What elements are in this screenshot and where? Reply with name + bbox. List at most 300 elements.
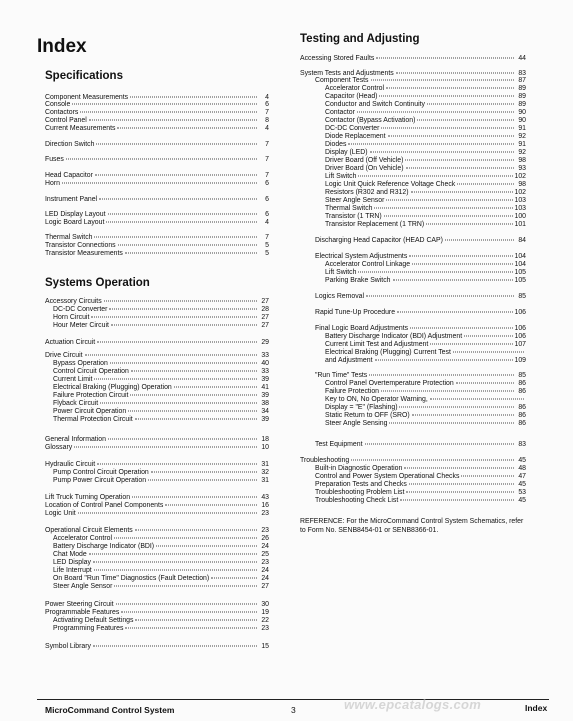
dot-leader <box>135 419 257 420</box>
section-title-testing-and-adjusting: Testing and Adjusting <box>300 33 420 45</box>
toc-entry-static-return-to-off-sro[interactable] <box>325 412 526 420</box>
toc-entry-bypass-operation[interactable] <box>53 360 269 368</box>
toc-entry-pump-control-circuit-operation[interactable] <box>53 469 269 477</box>
toc-entry-page: 33 <box>261 352 269 359</box>
toc-entry-capacitor-head[interactable] <box>325 93 526 101</box>
toc-entry-diodes[interactable] <box>325 141 526 149</box>
toc-entry-lift-switch[interactable] <box>325 173 526 181</box>
toc-entry-page: 90 <box>518 117 526 124</box>
toc-entry-programmable-features[interactable] <box>45 609 269 617</box>
toc-entry-label: Test Equipment <box>315 441 363 448</box>
dot-leader <box>89 120 257 121</box>
toc-entry-label: Troubleshooting Check List <box>315 497 399 504</box>
toc-entry-failure-protection[interactable] <box>325 388 526 396</box>
toc-entry-page: 39 <box>261 392 269 399</box>
toc-entry-glossary[interactable] <box>45 444 269 452</box>
toc-entry-accelerator-control-linkage[interactable] <box>325 261 526 269</box>
toc-entry-label: Logics Removal <box>315 293 365 300</box>
dot-leader <box>409 256 512 257</box>
toc-entry-driver-board-off-vehicle[interactable] <box>325 157 526 165</box>
toc-entry-programming-features[interactable] <box>53 625 269 633</box>
dot-leader <box>370 152 514 153</box>
toc-entry-transistor-replacement-1-trn[interactable] <box>325 221 526 229</box>
toc-entry-page: 48 <box>518 465 526 472</box>
toc-entry-key-to-on-no-operator-warning[interactable] <box>325 396 526 404</box>
toc-entry-chat-mode[interactable] <box>53 551 269 559</box>
toc-entry-label: Instrument Panel <box>45 196 98 203</box>
toc-entry-label: Diodes <box>325 141 347 148</box>
toc-entry-contactor-bypass-activation[interactable] <box>325 117 526 125</box>
toc-entry-page: 98 <box>518 157 526 164</box>
dot-leader <box>125 628 257 629</box>
toc-entry-page: 106 <box>514 309 526 316</box>
toc-entry-page: 104 <box>514 253 526 260</box>
dot-leader <box>131 371 257 372</box>
toc-entry-instrument-panel[interactable] <box>45 196 269 204</box>
toc-entry-battery-discharge-indicator-bdi-adjustment[interactable] <box>325 333 526 341</box>
toc-entry-label: Accelerator Control <box>325 85 384 92</box>
toc-entry-label: Current Limit Test and Adjustment <box>325 341 429 348</box>
toc-entry-label: Thermal Switch <box>45 234 93 241</box>
toc-entry-label: Key to ON, No Operator Warning, <box>325 396 428 403</box>
toc-entry-page: 91 <box>518 141 526 148</box>
toc-entry-final-logic-board-adjustments[interactable] <box>315 325 526 333</box>
toc-entry-activating-default-settings[interactable] <box>53 617 269 625</box>
toc-entry-discharging-head-capacitor-head-cap[interactable] <box>315 237 526 245</box>
toc-entry-power-steering-circuit[interactable] <box>45 601 269 609</box>
toc-entry-label: Electrical Braking (Plugging) Operation <box>53 384 172 391</box>
dot-leader <box>78 513 257 514</box>
toc-entry-operational-circuit-elements[interactable] <box>45 527 269 535</box>
toc-entry-label: Battery Discharge Indicator (BDI) Adjustment <box>325 333 463 340</box>
toc-entry-page: 105 <box>514 277 526 284</box>
dot-leader <box>130 97 257 98</box>
toc-entry-page: 24 <box>261 543 269 550</box>
toc-entry-conductor-and-switch-continuity[interactable] <box>325 101 526 109</box>
toc-entry-horn[interactable] <box>45 180 269 188</box>
toc-entry-logics-removal[interactable] <box>315 293 526 301</box>
toc-entry-label: Control Circuit Operation <box>53 368 129 375</box>
toc-entry-page: 7 <box>265 172 269 179</box>
toc-entry-label: Contactor <box>325 109 355 116</box>
toc-entry-dc-dc-converter[interactable] <box>325 125 526 133</box>
toc-entry-label: Logic Board Layout <box>45 219 105 226</box>
dot-leader <box>117 128 257 129</box>
dot-leader <box>95 175 257 176</box>
toc-entry-page: 41 <box>261 384 269 391</box>
toc-entry-contactors[interactable] <box>45 109 269 117</box>
toc-entry-label: LED Display Layout <box>45 211 106 218</box>
dot-leader <box>381 391 514 392</box>
toc-entry-label: Preparation Tests and Checks <box>315 481 407 488</box>
toc-entry-page: 6 <box>265 101 269 108</box>
toc-entry-control-circuit-operation[interactable] <box>53 368 269 376</box>
dot-leader <box>389 423 514 424</box>
toc-entry-page: 7 <box>265 141 269 148</box>
dot-leader <box>110 363 257 364</box>
toc-entry-page: 8 <box>265 117 269 124</box>
toc-entry-label: Control Panel <box>45 117 87 124</box>
dot-leader <box>405 160 514 161</box>
toc-entry-label: Actuation Circuit <box>45 339 96 346</box>
toc-entry-page: 30 <box>261 601 269 608</box>
toc-entry-troubleshooting[interactable] <box>300 457 526 465</box>
toc-entry-lift-truck-turning-operation[interactable] <box>45 494 269 502</box>
dot-leader <box>132 497 257 498</box>
toc-entry-label: DC-DC Converter <box>325 125 380 132</box>
dot-leader <box>96 144 257 145</box>
toc-entry-head-capacitor[interactable] <box>45 172 269 180</box>
toc-entry-page: 7 <box>265 234 269 241</box>
toc-entry-label: Final Logic Board Adjustments <box>315 325 409 332</box>
toc-entry-page: 40 <box>261 360 269 367</box>
toc-entry-page: 89 <box>518 101 526 108</box>
toc-entry-label: Current Limit <box>53 376 93 383</box>
toc-entry-accelerator-control[interactable] <box>53 535 269 543</box>
toc-entry-electrical-braking-plugging-operation[interactable] <box>53 384 269 392</box>
toc-entry-drive-circuit[interactable] <box>45 352 269 360</box>
dot-leader <box>114 538 257 539</box>
dot-leader <box>388 136 514 137</box>
toc-entry-pump-power-circuit-operation[interactable] <box>53 477 269 485</box>
toc-entry-run-time-tests[interactable] <box>315 372 526 380</box>
toc-entry-electrical-braking-plugging-current-test[interactable] <box>325 349 526 357</box>
toc-entry-label: Discharging Head Capacitor (HEAD CAP) <box>315 237 443 244</box>
toc-entry-accelerator-control[interactable] <box>325 85 526 93</box>
toc-entry-thermal-switch[interactable] <box>45 234 269 242</box>
toc-entry-dc-dc-converter[interactable] <box>53 306 269 314</box>
toc-entry-page: 101 <box>514 221 526 228</box>
toc-entry-label: Horn Circuit <box>53 314 90 321</box>
toc-entry-control-panel[interactable] <box>45 117 269 125</box>
toc-entry-label: Lift Switch <box>325 173 357 180</box>
dot-leader <box>381 128 514 129</box>
toc-entry-thermal-protection-circuit[interactable] <box>53 416 269 424</box>
toc-entry-current-limit[interactable] <box>53 376 269 384</box>
dot-leader <box>386 200 512 201</box>
dot-leader <box>384 216 513 217</box>
dot-leader <box>156 546 257 547</box>
toc-entry-actuation-circuit[interactable] <box>45 339 269 347</box>
toc-entry-direction-switch[interactable] <box>45 141 269 149</box>
toc-entry-fuses[interactable] <box>45 156 269 164</box>
toc-entry-label: Life Interrupt <box>53 567 92 574</box>
toc-entry-page: 16 <box>261 502 269 509</box>
dot-leader <box>409 484 514 485</box>
toc-entry-transistor-measurements[interactable] <box>45 250 269 258</box>
toc-entry-location-of-control-panel-components[interactable] <box>45 502 269 510</box>
dot-leader <box>111 325 257 326</box>
toc-entry-life-interrupt[interactable] <box>53 567 269 575</box>
toc-entry-label: Activating Default Settings <box>53 617 134 624</box>
toc-entry-battery-discharge-indicator-bdi[interactable] <box>53 543 269 551</box>
dot-leader <box>118 245 257 246</box>
toc-entry-hydraulic-circuit[interactable] <box>45 461 269 469</box>
dot-leader <box>456 383 514 384</box>
toc-entry-page: 90 <box>518 109 526 116</box>
toc-entry-page: 38 <box>261 400 269 407</box>
toc-entry-page: 22 <box>261 617 269 624</box>
toc-entry-page: 5 <box>265 242 269 249</box>
dot-leader <box>85 355 257 356</box>
toc-entry-resistors-r302-and-r312[interactable] <box>325 189 526 197</box>
toc-entry-troubleshooting-problem-list[interactable] <box>315 489 526 497</box>
toc-entry-diode-replacement[interactable] <box>325 133 526 141</box>
dot-leader <box>62 183 257 184</box>
toc-entry-page: 27 <box>261 314 269 321</box>
toc-entry-label: Steer Angle Sensing <box>325 420 388 427</box>
toc-entry-built-in-diagnostic-operation[interactable] <box>315 465 526 473</box>
toc-entry-label: Direction Switch <box>45 141 95 148</box>
dot-leader <box>379 96 514 97</box>
dot-leader <box>464 336 512 337</box>
toc-entry-steer-angle-sensor[interactable] <box>325 197 526 205</box>
toc-entry-label: Diode Replacement <box>325 133 386 140</box>
dot-leader <box>406 492 514 493</box>
dot-leader <box>66 159 257 160</box>
toc-entry-page: 31 <box>261 461 269 468</box>
toc-entry-page: 28 <box>261 306 269 313</box>
toc-entry-lift-switch[interactable] <box>325 269 526 277</box>
dot-leader <box>453 352 524 353</box>
toc-entry-label: Transistor (1 TRN) <box>325 213 382 220</box>
dot-leader <box>135 620 257 621</box>
toc-entry-label: Steer Angle Sensor <box>53 583 113 590</box>
toc-entry-page: 89 <box>518 85 526 92</box>
toc-entry-troubleshooting-check-list[interactable] <box>315 497 526 505</box>
dot-leader <box>430 344 512 345</box>
dot-leader <box>128 411 257 412</box>
toc-entry-page: 19 <box>261 609 269 616</box>
toc-entry-preparation-tests-and-checks[interactable] <box>315 481 526 489</box>
watermark-link[interactable]: www.epcatalogs.com <box>344 697 482 712</box>
toc-entry-logic-unit-quick-reference-voltage-check[interactable] <box>325 181 526 189</box>
dot-leader <box>93 646 257 647</box>
toc-entry-label: Steer Angle Sensor <box>325 197 385 204</box>
dot-leader <box>457 184 514 185</box>
toc-entry-page: 26 <box>261 535 269 542</box>
dot-leader <box>116 604 257 605</box>
toc-entry-led-display[interactable] <box>53 559 269 567</box>
footer-page-number: 3 <box>291 705 296 715</box>
dot-leader <box>430 399 524 400</box>
toc-entry-page: 106 <box>514 333 526 340</box>
toc-entry-page: 4 <box>265 125 269 132</box>
dot-leader <box>108 214 257 215</box>
toc-entry-page: 98 <box>518 181 526 188</box>
toc-entry-label: Pump Control Circuit Operation <box>53 469 149 476</box>
toc-entry-control-panel-overtemperature-protection[interactable] <box>325 380 526 388</box>
toc-entry-transistor-1-trn[interactable] <box>325 213 526 221</box>
toc-entry-label: Power Steering Circuit <box>45 601 114 608</box>
dot-leader <box>89 554 257 555</box>
toc-entry-label: On Board "Run Time" Diagnostics (Fault Detection) <box>53 575 210 582</box>
dot-leader <box>366 296 514 297</box>
toc-entry-page: 86 <box>518 404 526 411</box>
toc-entry-page: 43 <box>261 494 269 501</box>
toc-entry-contactor[interactable] <box>325 109 526 117</box>
dot-leader <box>97 342 257 343</box>
toc-entry-label: Lift Switch <box>325 269 357 276</box>
dot-leader <box>108 439 257 440</box>
toc-entry-label: Lift Truck Turning Operation <box>45 494 131 501</box>
toc-entry-power-circuit-operation[interactable] <box>53 408 269 416</box>
toc-entry-label: Chat Mode <box>53 551 87 558</box>
toc-entry-label: and Adjustment <box>325 357 373 364</box>
toc-entry-logic-board-layout[interactable] <box>45 219 269 227</box>
toc-entry-page: 102 <box>514 173 526 180</box>
toc-entry-current-limit-test-and-adjustment[interactable] <box>325 341 526 349</box>
toc-entry-page: 106 <box>514 325 526 332</box>
toc-entry-display-e-flashing[interactable] <box>325 404 526 412</box>
dot-leader <box>130 395 257 396</box>
dot-leader <box>94 570 257 571</box>
toc-entry-page: 15 <box>261 643 269 650</box>
dot-leader <box>99 199 257 200</box>
dot-leader <box>148 480 257 481</box>
dot-leader <box>165 505 257 506</box>
toc-entry-label: Current Measurements <box>45 125 116 132</box>
toc-entry-label: Contactor (Bypass Activation) <box>325 117 416 124</box>
toc-entry-component-tests[interactable] <box>315 77 526 85</box>
toc-entry-current-measurements[interactable] <box>45 125 269 133</box>
toc-entry-label: Parking Brake Switch <box>325 277 391 284</box>
toc-entry-label: Driver Board (On Vehicle) <box>325 165 404 172</box>
toc-entry-label: Display (LED) <box>325 149 368 156</box>
toc-entry-steer-angle-sensor[interactable] <box>53 583 269 591</box>
dot-leader <box>104 301 257 302</box>
toc-entry-hour-meter-circuit[interactable] <box>53 322 269 330</box>
toc-entry-page: 83 <box>518 441 526 448</box>
toc-entry-accessing-stored-faults[interactable] <box>300 55 526 63</box>
toc-entry-page: 32 <box>261 469 269 476</box>
dot-leader <box>375 360 513 361</box>
toc-entry-label: Rapid Tune-Up Procedure <box>315 309 396 316</box>
dot-leader <box>348 144 514 145</box>
toc-entry-steer-angle-sensing[interactable] <box>325 420 526 428</box>
section-title-systems-operation: Systems Operation <box>45 277 150 289</box>
toc-entry-page: 39 <box>261 376 269 383</box>
dot-leader <box>369 375 514 376</box>
toc-entry-label: Contactors <box>45 109 79 116</box>
dot-leader <box>94 379 257 380</box>
footer-section-label: Index <box>525 703 548 713</box>
toc-entry-label: Programmable Features <box>45 609 120 616</box>
toc-entry-console[interactable] <box>45 101 269 109</box>
toc-entry-page: 6 <box>265 196 269 203</box>
toc-entry-horn-circuit[interactable] <box>53 314 269 322</box>
dot-leader <box>94 237 257 238</box>
toc-entry-page: 27 <box>261 298 269 305</box>
toc-entry-page: 6 <box>265 211 269 218</box>
toc-entry-general-information[interactable] <box>45 436 269 444</box>
toc-entry-page: 47 <box>518 473 526 480</box>
toc-entry-page: 87 <box>518 77 526 84</box>
toc-entry-page: 18 <box>261 436 269 443</box>
toc-entry-label: Hydraulic Circuit <box>45 461 96 468</box>
toc-entry-label: Head Capacitor <box>45 172 93 179</box>
toc-entry-symbol-library[interactable] <box>45 643 269 651</box>
toc-entry-flyback-circuit[interactable] <box>53 400 269 408</box>
dot-leader <box>109 309 257 310</box>
toc-entry-label: LED Display <box>53 559 91 566</box>
toc-entry-page: 29 <box>261 339 269 346</box>
toc-entry-accessory-circuits[interactable] <box>45 298 269 306</box>
toc-entry-label: General Information <box>45 436 106 443</box>
toc-entry-led-display-layout[interactable] <box>45 211 269 219</box>
toc-entry-label: Glossary <box>45 444 73 451</box>
toc-entry-page: 93 <box>518 165 526 172</box>
footer-manual-title: MicroCommand Control System <box>45 705 175 715</box>
toc-entry-page: 85 <box>518 372 526 379</box>
dot-leader <box>412 264 512 265</box>
toc-entry-page: 109 <box>514 357 526 364</box>
toc-entry-label: Failure Protection <box>325 388 380 395</box>
dot-leader <box>461 476 514 477</box>
toc-entry-and-adjustment[interactable] <box>325 357 526 365</box>
toc-entry-test-equipment[interactable] <box>315 441 526 449</box>
dot-leader <box>93 562 257 563</box>
toc-entry-label: Operational Circuit Elements <box>45 527 133 534</box>
toc-entry-page: 23 <box>261 625 269 632</box>
dot-leader <box>427 104 514 105</box>
toc-entry-page: 44 <box>518 55 526 62</box>
dot-leader <box>91 317 257 318</box>
dot-leader <box>100 403 257 404</box>
toc-entry-page: 4 <box>265 219 269 226</box>
toc-entry-label: Location of Control Panel Components <box>45 502 164 509</box>
toc-entry-display-led[interactable] <box>325 149 526 157</box>
toc-entry-page: 6 <box>265 180 269 187</box>
toc-entry-failure-protection-circuit[interactable] <box>53 392 269 400</box>
toc-entry-on-board-run-time-diagnostics-fault-detection[interactable] <box>53 575 269 583</box>
toc-entry-label: Troubleshooting Problem List <box>315 489 405 496</box>
toc-entry-thermal-switch[interactable] <box>325 205 526 213</box>
toc-entry-page: 85 <box>518 293 526 300</box>
toc-entry-parking-brake-switch[interactable] <box>325 277 526 285</box>
dot-leader <box>358 176 512 177</box>
toc-entry-label: Accelerator Control <box>53 535 112 542</box>
dot-leader <box>106 222 257 223</box>
toc-entry-page: 53 <box>518 489 526 496</box>
dot-leader <box>410 328 512 329</box>
dot-leader <box>400 500 514 501</box>
dot-leader <box>406 168 514 169</box>
dot-leader <box>151 472 257 473</box>
dot-leader <box>404 468 514 469</box>
reference-note: REFERENCE: For the MicroCommand Control System Schematics, refer to Form No. SENB8454-01 or SENB8366-01. <box>300 518 524 534</box>
toc-entry-page: 7 <box>265 109 269 116</box>
toc-entry-rapid-tune-up-procedure[interactable] <box>315 309 526 317</box>
toc-entry-label: Drive Circuit <box>45 352 83 359</box>
toc-entry-electrical-system-adjustments[interactable] <box>315 253 526 261</box>
toc-entry-page: 23 <box>261 559 269 566</box>
dot-leader <box>417 120 514 121</box>
toc-entry-driver-board-on-vehicle[interactable] <box>325 165 526 173</box>
toc-entry-transistor-connections[interactable] <box>45 242 269 250</box>
index-title: Index <box>37 36 87 57</box>
toc-entry-label: Control Panel Overtemperature Protection <box>325 380 454 387</box>
toc-entry-label: Programming Features <box>53 625 124 632</box>
toc-entry-page: 86 <box>518 388 526 395</box>
dot-leader <box>426 224 512 225</box>
toc-entry-label: Accessory Circuits <box>45 298 102 305</box>
toc-entry-label: Thermal Protection Circuit <box>53 416 133 423</box>
toc-entry-label: Thermal Switch <box>325 205 373 212</box>
toc-entry-page: 31 <box>261 477 269 484</box>
toc-entry-logic-unit[interactable] <box>45 510 269 518</box>
toc-entry-control-and-power-system-operational-checks[interactable] <box>315 473 526 481</box>
